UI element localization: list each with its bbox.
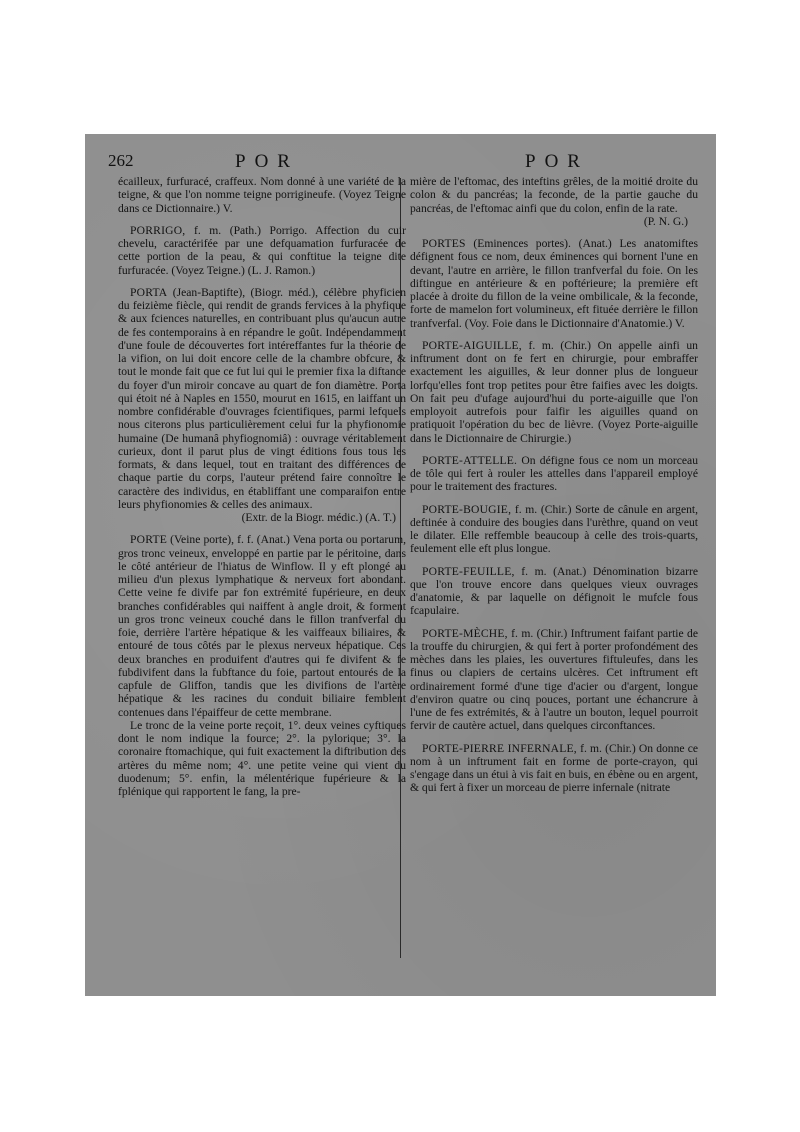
entry-headword: PORRIGO, bbox=[130, 223, 186, 237]
entry-text: On défigne fous ce nom un morceau de tôle qui fert à rouler les attelles dans l'appareil employé pour le traitement des fractures. bbox=[410, 453, 698, 494]
entry-text: f. m. (Chir.) Inftrument faifant partie de la trouffe du chirurgien, & qui fert à porter profondément des mèches dans les plaies, les ouvertures fiftuleufes, dans les finus ou clapiers de certains ulcères. Cet inftrument eft ordinairement formé d'une tige d'acier ou d'argent, longue d'environ quatre ou cinq pouces, portant une échancrure à l'une de fes extrémités, & à l'autre un bouton, lequel pourroit fervir de cautère actuel, dans quelques circonftances. bbox=[410, 626, 698, 733]
right-column bbox=[410, 175, 698, 804]
entry-porte-attelle bbox=[410, 454, 698, 494]
entry-headword: PORTE-BOUGIE, bbox=[422, 502, 512, 516]
entry-headword: PORTE bbox=[130, 533, 168, 547]
entry-text: f. m. (Anat.) Dénomination bizarre que l'on trouve encore dans quelques vieux ouvrages d'anatomie, & par laquelle on défignoit le mufcle fous fcapulaire. bbox=[410, 564, 699, 618]
entry-headword: PORTES bbox=[422, 237, 466, 250]
running-head-left: POR bbox=[235, 151, 299, 172]
continuation-text: mière de l'eftomac, des inteftins grêles, de la moitié droite du colon & du pancréas; la feconde, de la partie gauche du pancréas, de l'eftomac ainfi que du colon, enfin de la rate. bbox=[410, 175, 698, 215]
entry-porte-meche bbox=[410, 627, 698, 733]
entry-headword: PORTE-MÈCHE, bbox=[422, 626, 508, 640]
entry-porta bbox=[118, 286, 406, 525]
entry-porte-bougie bbox=[410, 503, 698, 556]
entry-text: f. m. (Path.) Porrigo. Affection du cuir chevelu, caractérifée par une defquamation furfuracée de cette portion de la peau, & qui conftitue la teigne dite furfuracée. (Voyez Teigne.) (L. J. Ramon.) bbox=[118, 223, 406, 277]
entry-headword: PORTE-PIERRE INFERNALE, bbox=[422, 741, 577, 755]
entry-signature: (Extr. de la Biogr. médic.) (A. T.) bbox=[241, 511, 396, 524]
page-header bbox=[85, 151, 716, 175]
entry-text: f. m. (Chir.) Sorte de cânule en argent, deftinée à conduire des bougies dans l'urèthre, quand on veut le dilater. Elle reffemble beaucoup à celle des trois-quarts, feulement elle eft plus longue. bbox=[410, 502, 699, 556]
entry-porte-aiguille bbox=[410, 339, 698, 445]
entry-text: (Jean-Baptifte), (Biogr. méd.), célèbre phyficien du feizième fiècle, qui rendit de grands fervices à la phyfique & aux fciences naturelles, en contribuant plus qu'aucun autre de fes contemporains à en répandre le goût. Indépendamment d'une foule de découvertes fort intéreffantes fur la théorie de la vifion, on lui doit encore celle de la chambre obfcure, & tout le monde fait que ce fut lui qui le premier fixa la diftance du foyer d'un miroir concave au quart de fon diamètre. Porta qui étoit né à Naples en 1550, mourut en 1615, en laiffant un nombre confidérable d'ouvrages fcientifiques, parmi lefquels nous citerons plus particulièrement celui fur la phyfionomie humaine (De humanâ phyfiognomiâ) : ouvrage véritablement curieux, dont il parut plus de vingt éditions fous tous les formats, & dans lequel, tout en traitant des différences de chaque partie du corps, l'auteur prétend faire connoître le caractère des individus, en établiffant une comparaifon entre leurs phyfionomies & celles des animaux. bbox=[118, 285, 406, 511]
running-head-right: POR bbox=[525, 151, 589, 172]
left-column-continuation: écailleux, furfuracé, craffeux. Nom donné à une variété de la teigne, & que l'on nomme teigne porrigineufe. (Voyez Teigne dans ce Dictionnaire.) V. bbox=[118, 175, 406, 215]
entry-text: (Eminences portes). (Anat.) Les anatomiftes défignent fous ce nom, deux éminences qui bornent l'une en devant, l'autre en arrière, le fillon tranfverfal du foie. On les diftingue en antérieure & en poftérieure; la première eft placée à droite du fillon de la veine ombilicale, & la feconde, forte de mamelon fort volumineux, eft fituée derrière le fillon tranfverfal. (Voy. Foie dans le Dictionnaire d'Anatomie.) V. bbox=[410, 237, 698, 330]
entry-headword: PORTA bbox=[130, 285, 168, 299]
entry-paragraph: Le tronc de la veine porte reçoit, 1°. deux veines cyftiques dont le nom indique la fource; 2°. la pylorique; 3°. la coronaire ftomachique, qui fuit exactement la diftribution des artères du même nom; 4°. une petite veine qui vient du duodenum; 5°. enfin, la mélentérique fupérieure & la fplénique qui rapportent le fang, la pre- bbox=[118, 718, 406, 798]
entry-headword: PORTE-ATTELLE. bbox=[422, 453, 518, 467]
page-number: 262 bbox=[108, 151, 134, 170]
entry-headword: PORTE-AIGUILLE, bbox=[422, 338, 522, 352]
entry-text: f. m. (Chir.) On appelle ainfi un inftrument dont on fe fert en chirurgie, pour embraffer exactement les aiguilles, & leur donner plus de longueur lorfqu'elles font trop petites pour être faifies avec les doigts. On fait peu d'ufage aujourd'hui du porte-aiguille que l'on employoit autrefois pour faifir les aiguilles quand on pratiquoit l'opération du bec de lièvre. (Voyez Porte-aiguille dans le Dictionnaire de Chirurgie.) bbox=[410, 338, 698, 445]
right-column-continuation bbox=[410, 175, 698, 228]
left-column bbox=[118, 175, 406, 807]
entry-headword: PORTE-FEUILLE, bbox=[422, 564, 515, 578]
entry-portes bbox=[410, 237, 698, 330]
entry-porte-veine bbox=[118, 533, 406, 798]
entry-text: f. m. (Chir.) On donne ce nom à un inftrument fait en forme de porte-crayon, qui s'engage dans un étui à vis fait en buis, en ébène ou en argent, & qui fert à fixer un morceau de pierre infernale (nitrate bbox=[410, 741, 698, 795]
continuation-signature: (P. N. G.) bbox=[643, 214, 688, 228]
entry-porte-pierre-infernale bbox=[410, 742, 698, 795]
entry-text: (Veine porte), f. f. (Anat.) Vena porta ou portarum, gros tronc veineux, enveloppé en partie par le péritoine, dans le côté antérieur de l'hiatus de Winflow. Il y eft plongé au milieu d'un plexus lymphatique & nerveux fort abondant. Cette veine fe divife par fon extrémité fupérieure, en deux branches confidérables qui naiffent à angle droit, & forment un gros tronc veineux couché dans le fillon tranfverfal du foie, derrière l'artère hépatique & les vaiffeaux biliaires, & entouré de tous côtés par le plexus nerveux hépatique. Ces deux branches en produifent d'autres qui fe divifent & fe fubdivifent dans la fubftance du foie, partout entourés de la capfule de Gliffon, tandis que les divifions de l'artère hépatique & les racines du conduit biliaire femblent contenues dans l'épaiffeur de cette membrane. bbox=[118, 533, 406, 719]
entry-porrigo bbox=[118, 224, 406, 277]
entry-porte-feuille bbox=[410, 565, 698, 618]
scanned-page bbox=[85, 134, 716, 996]
